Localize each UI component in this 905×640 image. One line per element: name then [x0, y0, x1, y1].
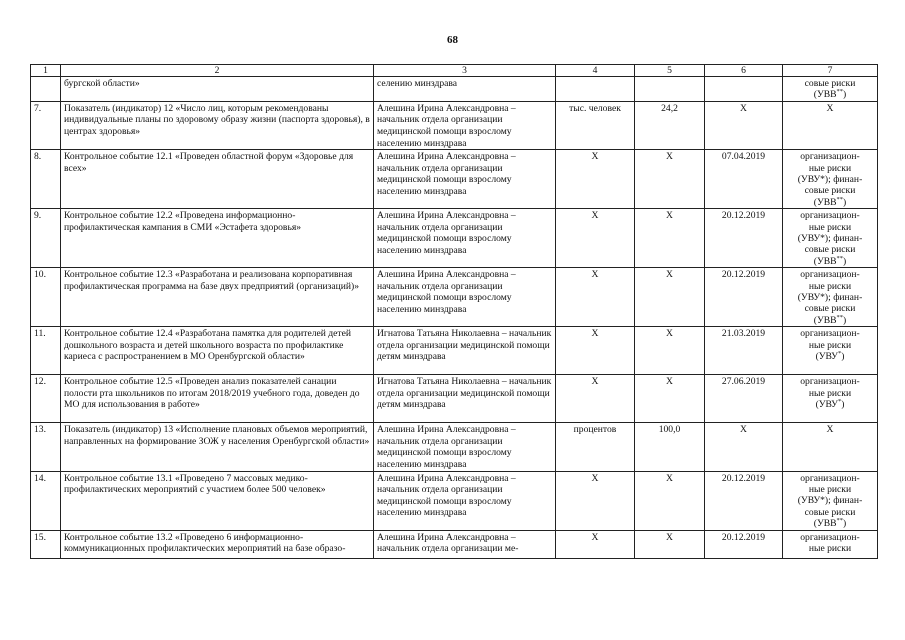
- deadline-date: 20.12.2019: [705, 530, 783, 558]
- risk-line: (УВУ*); финан-: [797, 174, 863, 185]
- target-value: [635, 77, 705, 102]
- risk-assessment: [783, 327, 878, 375]
- column-number: 2: [61, 65, 374, 77]
- deadline-date: 20.12.2019: [705, 471, 783, 530]
- event-description: Контрольное событие 12.3 «Разработана и реализована корпоративная профилактическая программа на базе двух предприятий (организаций)»: [61, 268, 374, 327]
- risk-code: (УВУ: [815, 351, 838, 363]
- table-row: [31, 375, 878, 423]
- target-value: Х: [635, 209, 705, 268]
- risk-line: организацион-: [800, 472, 860, 484]
- table-row: [31, 209, 878, 268]
- target-value: Х: [635, 150, 705, 209]
- risk-line: ные риски: [808, 280, 852, 292]
- unit-of-measure: Х: [556, 150, 635, 209]
- risk-footnote-mark: *: [837, 397, 842, 405]
- column-number: 6: [705, 65, 783, 77]
- target-value: Х: [635, 471, 705, 530]
- risk-line: Х: [826, 102, 834, 114]
- row-number: 9.: [31, 209, 61, 268]
- deadline-date: [705, 77, 783, 102]
- risk-code: (УВВ: [813, 314, 837, 326]
- deadline-date: Х: [705, 101, 783, 149]
- column-number: 1: [31, 65, 61, 77]
- row-number: 8.: [31, 150, 61, 209]
- row-number: 11.: [31, 327, 61, 375]
- target-value: Х: [635, 375, 705, 423]
- deadline-date: Х: [705, 423, 783, 471]
- risk-assessment: [783, 209, 878, 268]
- risk-footnote-mark: **: [836, 254, 844, 262]
- risk-line: (УВУ*); финан-: [797, 233, 863, 245]
- risk-code-close: ): [841, 399, 845, 411]
- risk-assessment: [783, 150, 878, 209]
- table-row: [31, 268, 878, 327]
- unit-of-measure: тыс. человек: [556, 101, 635, 149]
- risk-assessment: [783, 423, 878, 471]
- risk-line: ные риски: [808, 339, 852, 351]
- risk-code-close: ): [843, 196, 847, 208]
- target-value: Х: [635, 327, 705, 375]
- unit-of-measure: Х: [556, 471, 635, 530]
- risk-code-close: ): [841, 351, 845, 363]
- deadline-date: 20.12.2019: [705, 209, 783, 268]
- risk-assessment: [783, 268, 878, 327]
- target-value: Х: [635, 268, 705, 327]
- event-description: Показатель (индикатор) 12 «Число лиц, которым рекомендованы индивидуальные планы по здоровому образу жизни (паспорта здоровья), в центрах здоровья»: [61, 101, 374, 149]
- table-row: [31, 150, 878, 209]
- unit-of-measure: [556, 77, 635, 102]
- risk-line: организацион-: [800, 210, 860, 222]
- risk-line: организацион-: [800, 531, 860, 543]
- deadline-date: 07.04.2019: [705, 150, 783, 209]
- event-description: Контрольное событие 13.1 «Проведено 7 массовых медико-профилактических мероприятий с участием более 500 человек»: [61, 471, 374, 530]
- risk-code: (УВВ: [813, 89, 837, 101]
- risk-line: совые риски: [804, 185, 856, 197]
- row-number: 15.: [31, 530, 61, 558]
- unit-of-measure: Х: [556, 268, 635, 327]
- event-description: Показатель (индикатор) 13 «Исполнение плановых объемов мероприятий, направленных на формирование ЗОЖ у населения Оренбургской области»: [61, 423, 374, 471]
- responsible-person: Алешина Ирина Александровна – начальник отдела организации медицинской помощи взрослому населению минздрава: [374, 268, 556, 327]
- responsible-person: Алешина Ирина Александровна – начальник отдела организации ме-: [374, 530, 556, 558]
- risk-footnote-mark: **: [836, 88, 844, 96]
- risk-footnote-mark: **: [836, 313, 844, 321]
- risk-assessment: [783, 530, 878, 558]
- risk-code: (УВВ: [813, 518, 837, 530]
- page-number: 68: [447, 34, 458, 46]
- risk-code: (УВУ: [815, 399, 838, 411]
- risk-line: совые риски: [804, 78, 856, 89]
- risk-line: [786, 518, 874, 529]
- risk-line: ные риски: [808, 484, 852, 496]
- risk-line: [786, 256, 874, 267]
- risk-line: совые риски: [804, 244, 856, 256]
- risk-code-close: ): [843, 314, 847, 326]
- row-number: 13.: [31, 423, 61, 471]
- responsible-person: селению минздрава: [374, 77, 556, 102]
- responsible-person: Алешина Ирина Александровна – начальник отдела организации медицинской помощи взрослому населению минздрава: [374, 423, 556, 471]
- risk-line: организацион-: [800, 376, 860, 388]
- column-number-row: [31, 65, 878, 77]
- table-row: [31, 530, 878, 558]
- risk-line: организацион-: [800, 269, 860, 281]
- risk-footnote-mark: *: [837, 349, 842, 357]
- table-row: [31, 327, 878, 375]
- target-value: 100,0: [635, 423, 705, 471]
- risk-code-close: ): [843, 255, 847, 267]
- table-row: [31, 471, 878, 530]
- column-number: 3: [374, 65, 556, 77]
- column-number: 5: [635, 65, 705, 77]
- event-description: Контрольное событие 12.4 «Разработана памятка для родителей детей дошкольного возраста и детей школьного возраста по профилактике кариеса с распространением в МО Оренбургской области»: [61, 327, 374, 375]
- risk-assessment: [783, 101, 878, 149]
- risk-code-close: ): [843, 89, 847, 101]
- risk-line: [786, 89, 874, 100]
- responsible-person: Алешина Ирина Александровна – начальник отдела организации медицинской помощи взрослому населению минздрава: [374, 150, 556, 209]
- risk-line: [786, 351, 874, 362]
- deadline-date: 27.06.2019: [705, 375, 783, 423]
- row-number: 12.: [31, 375, 61, 423]
- risk-line: ные риски: [808, 221, 852, 233]
- target-value: 24,2: [635, 101, 705, 149]
- unit-of-measure: Х: [556, 209, 635, 268]
- risk-assessment: [783, 77, 878, 102]
- risk-line: ные риски: [808, 543, 852, 555]
- row-number: 10.: [31, 268, 61, 327]
- deadline-date: 20.12.2019: [705, 268, 783, 327]
- event-description: бургской области»: [61, 77, 374, 102]
- risk-line: Х: [826, 424, 834, 436]
- unit-of-measure: процентов: [556, 423, 635, 471]
- risk-assessment: [783, 471, 878, 530]
- risk-line: (УВУ*); финан-: [797, 495, 863, 507]
- row-number: 14.: [31, 471, 61, 530]
- risk-code: (УВВ: [813, 196, 837, 208]
- risk-code: (УВВ: [813, 255, 837, 267]
- row-number: [31, 77, 61, 102]
- table-row: [31, 423, 878, 471]
- event-description: Контрольное событие 12.5 «Проведен анализ показателей санации полости рта школьников по итогам 2018/2019 учебного года, доведен до МО для использования в работе»: [61, 375, 374, 423]
- responsible-person: Игнатова Татьяна Николаевна – начальник отдела организации медицинской помощи детям минздрава: [374, 375, 556, 423]
- plan-table: [30, 64, 878, 559]
- risk-footnote-mark: **: [836, 195, 844, 203]
- unit-of-measure: Х: [556, 327, 635, 375]
- responsible-person: Игнатова Татьяна Николаевна – начальник отдела организации медицинской помощи детям минздрава: [374, 327, 556, 375]
- risk-line: организацион-: [800, 151, 860, 163]
- risk-footnote-mark: **: [836, 517, 844, 525]
- row-number: 7.: [31, 101, 61, 149]
- risk-line: совые риски: [804, 303, 856, 315]
- event-description: Контрольное событие 13.2 «Проведено 6 информационно-коммуникационных профилактических мероприятий на базе образо-: [61, 530, 374, 558]
- event-description: Контрольное событие 12.2 «Проведена информационно-профилактическая кампания в СМИ «Эстафета здоровья»: [61, 209, 374, 268]
- responsible-person: Алешина Ирина Александровна – начальник отдела организации медицинской помощи взрослому населению минздрава: [374, 209, 556, 268]
- table-row: [31, 77, 878, 102]
- deadline-date: 21.03.2019: [705, 327, 783, 375]
- risk-line: (УВУ*); финан-: [797, 292, 863, 304]
- responsible-person: Алешина Ирина Александровна – начальник отдела организации медицинской помощи взрослому населению минздрава: [374, 471, 556, 530]
- target-value: Х: [635, 530, 705, 558]
- risk-assessment: [783, 375, 878, 423]
- risk-line: [786, 197, 874, 208]
- risk-line: [786, 315, 874, 326]
- unit-of-measure: Х: [556, 375, 635, 423]
- responsible-person: Алешина Ирина Александровна – начальник отдела организации медицинской помощи взрослому населению минздрава: [374, 101, 556, 149]
- risk-line: организацион-: [800, 328, 860, 340]
- risk-line: ные риски: [808, 162, 852, 174]
- column-number: 4: [556, 65, 635, 77]
- risk-line: ные риски: [808, 387, 852, 399]
- column-number: 7: [783, 65, 878, 77]
- risk-line: [786, 399, 874, 410]
- event-description: Контрольное событие 12.1 «Проведен областной форум «Здоровье для всех»: [61, 150, 374, 209]
- risk-code-close: ): [843, 518, 847, 530]
- unit-of-measure: Х: [556, 530, 635, 558]
- table-row: [31, 101, 878, 149]
- risk-line: совые риски: [804, 506, 856, 518]
